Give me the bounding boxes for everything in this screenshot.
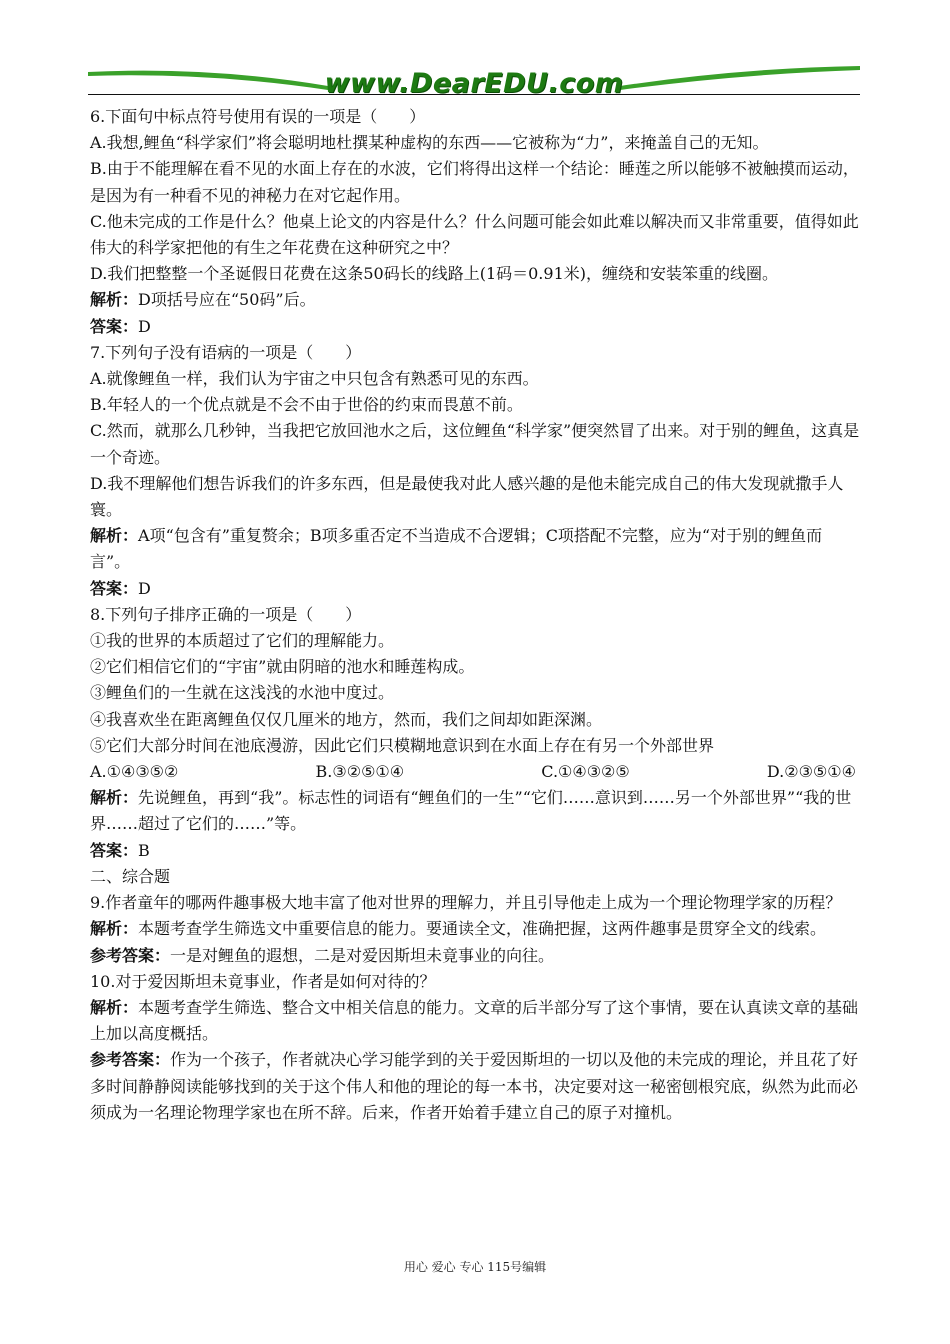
answer-label: 答案： bbox=[90, 316, 139, 336]
q7-option-d: D.我不理解他们想告诉我们的许多东西，但是最使我对此人感兴趣的是他未能完成自己的伟大发现就撒手人寰。 bbox=[90, 473, 844, 520]
q6-option-d: D.我们把整整一个圣诞假日花费在这条50码长的线路上(1码＝0.91米)，缠绕和安装笨重的线圈。 bbox=[90, 264, 778, 284]
answer-label: 答案： bbox=[90, 578, 139, 598]
analysis-text: 先说鲤鱼，再到“我”。标志性的词语有“鲤鱼们的一生”“它们……意识到……另一个外部世界”“我的世界……超过了它们的……”等。 bbox=[90, 788, 852, 834]
document-body bbox=[90, 104, 862, 1126]
answer-text: 作为一个孩子，作者就决心学习能学到的关于爱因斯坦的一切以及他的未完成的理论，并且花了好多时间静静阅读能够找到的关于这个伟人和他的理论的每一本书，决定要对这一秘密刨根究底，纵然为此而必须成为一名理论物理学家也在所不辞。后来，作者开始着手建立自己的原子对撞机。 bbox=[90, 1050, 859, 1122]
q7-answer bbox=[90, 576, 862, 602]
q10-stem: 10.对于爱因斯坦未竟事业，作者是如何对待的？ bbox=[90, 971, 436, 991]
analysis-text: 本题考查学生筛选、整合文中相关信息的能力。文章的后半部分写了这个事情，要在认真读文章的基础上加以高度概括。 bbox=[90, 997, 859, 1044]
answer-text: D bbox=[138, 316, 151, 336]
page-header bbox=[88, 60, 860, 106]
q6-stem: 6.下面句中标点符号使用有误的一项是（ ） bbox=[90, 107, 426, 126]
q6-option-a: A.我想,鲤鱼“科学家们”将会聪明地杜撰某种虚构的东西——它被称为“力”，来掩盖自己的无知。 bbox=[90, 133, 769, 153]
q6-option-c: C.他未完成的工作是什么？他桌上论文的内容是什么？什么问题可能会如此难以解决而又非常重要，值得如此伟大的科学家把他的有生之年花费在这种研究之中？ bbox=[90, 211, 859, 258]
q7-stem: 7.下列句子没有语病的一项是（ ） bbox=[90, 342, 362, 362]
q10-answer bbox=[90, 1047, 862, 1126]
page-footer: 用心 爱心 专心 115号编辑 bbox=[403, 1260, 547, 1274]
analysis-text: A项“包含有”重复赘余；B项多重否定不当造成不合逻辑；C项搭配不完整，应为“对于别的鲤鱼而言”。 bbox=[90, 526, 823, 572]
q8-sentence-3: ③鲤鱼们的一生就在这浅浅的水池中度过。 bbox=[90, 683, 395, 703]
answer-label: 答案： bbox=[90, 840, 139, 860]
analysis-label: 解析： bbox=[90, 526, 139, 546]
q8-answer bbox=[90, 838, 862, 864]
q8-option-c: C.①④③②⑤ bbox=[541, 762, 630, 782]
q8-sentence-2: ②它们相信它们的“宇宙”就由阴暗的池水和睡莲构成。 bbox=[90, 657, 475, 677]
analysis-label: 解析： bbox=[90, 919, 139, 939]
q8-option-a: A.①④③⑤② bbox=[90, 762, 179, 782]
answer-text: B bbox=[138, 840, 150, 860]
q8-analysis bbox=[90, 785, 862, 837]
q9-answer bbox=[90, 943, 862, 969]
q6-analysis bbox=[90, 287, 862, 313]
analysis-text: D项括号应在“50码”后。 bbox=[138, 290, 316, 310]
q9-analysis bbox=[90, 916, 862, 942]
answer-label: 参考答案： bbox=[90, 945, 171, 965]
answer-text: 一是对鲤鱼的遐想，二是对爱因斯坦未竟事业的向往。 bbox=[170, 945, 555, 965]
answer-label: 参考答案： bbox=[90, 1050, 171, 1070]
q9-stem: 9.作者童年的哪两件趣事极大地丰富了他对世界的理解力，并且引导他走上成为一个理论物理学家的历程？ bbox=[90, 893, 842, 913]
q8-stem: 8.下列句子排序正确的一项是（ ） bbox=[90, 604, 362, 624]
q6-answer bbox=[90, 314, 862, 340]
q8-sentence-5: ⑤它们大部分时间在池底漫游，因此它们只模糊地意识到在水面上存在有另一个外部世界 bbox=[90, 735, 715, 755]
q8-sentence-1: ①我的世界的本质超过了它们的理解能力。 bbox=[90, 631, 395, 651]
q8-option-d: D.②③⑤①④ bbox=[766, 762, 856, 782]
q7-option-b: B.年轻人的一个优点就是不会不由于世俗的约束而畏葸不前。 bbox=[90, 395, 523, 415]
q7-analysis bbox=[90, 523, 862, 575]
analysis-label: 解析： bbox=[90, 997, 139, 1017]
q7-option-a: A.就像鲤鱼一样，我们认为宇宙之中只包含有熟悉可见的东西。 bbox=[90, 369, 539, 389]
q10-analysis bbox=[90, 995, 862, 1047]
site-logo: www.DearEDU.com bbox=[324, 68, 624, 99]
q8-options bbox=[90, 759, 862, 785]
q7-option-c: C.然而，就那么几秒钟，当我把它放回池水之后，这位鲤鱼“科学家”便突然冒了出来。对于别的鲤鱼，这真是一个奇迹。 bbox=[90, 421, 860, 467]
analysis-text: 本题考查学生筛选文中重要信息的能力。要通读全文，准确把握，这两件趣事是贯穿全文的线索。 bbox=[138, 919, 827, 939]
section-heading: 二、综合题 bbox=[90, 866, 171, 886]
analysis-label: 解析： bbox=[90, 788, 139, 808]
q8-sentence-4: ④我喜欢坐在距离鲤鱼仅仅几厘米的地方，然而，我们之间却如距深渊。 bbox=[90, 709, 603, 729]
q6-option-b: B.由于不能理解在看不见的水面上存在的水波，它们将得出这样一个结论：睡莲之所以能够不被触摸而运动，是因为有一种看不见的神秘力在对它起作用。 bbox=[90, 159, 859, 205]
q8-option-b: B.③②⑤①④ bbox=[315, 762, 405, 782]
answer-text: D bbox=[138, 578, 151, 598]
header-rule bbox=[88, 94, 860, 95]
analysis-label: 解析： bbox=[90, 290, 139, 310]
